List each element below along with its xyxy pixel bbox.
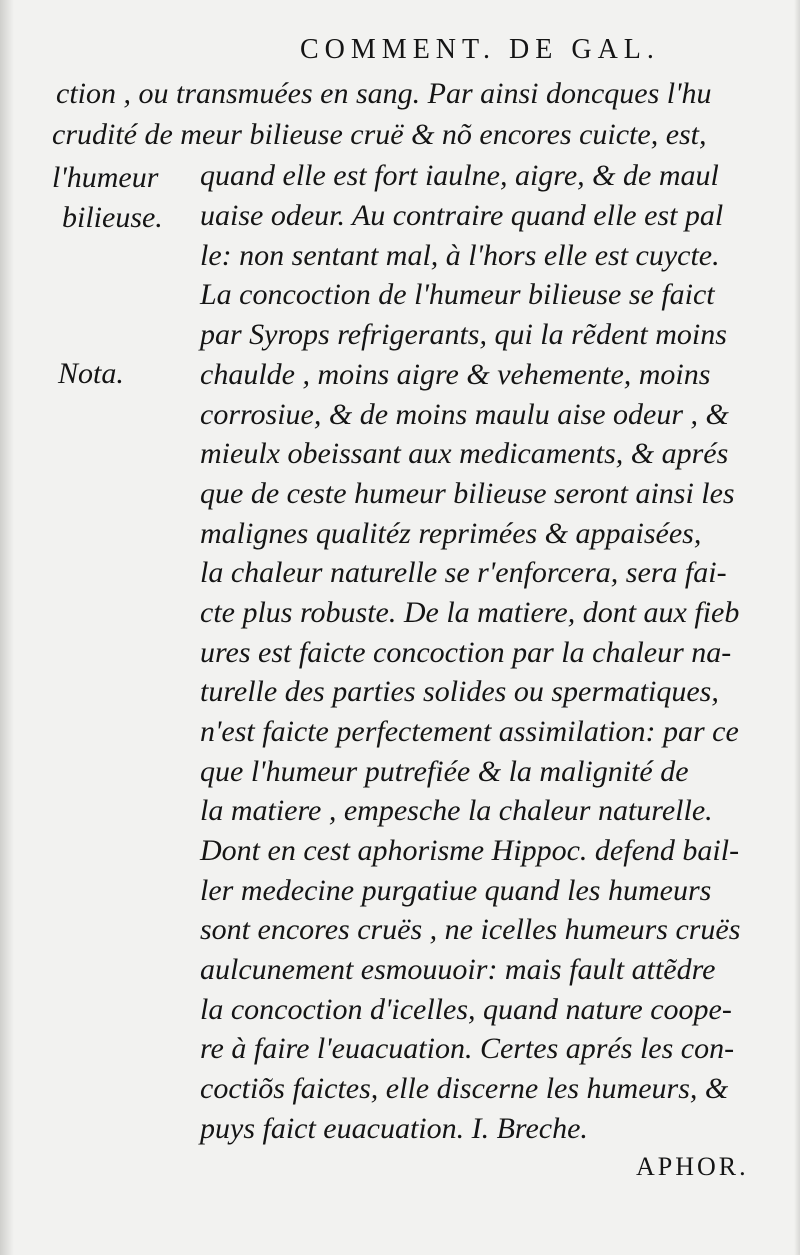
margin-note-nota: Nota. — [58, 357, 124, 390]
text-line: mieulx obeissant aux medicaments, & aprés — [200, 437, 729, 470]
text-line: la concoction d'icelles, quand nature coope- — [200, 993, 732, 1026]
text-line: chaulde , moins aigre & vehemente, moins — [200, 358, 711, 391]
text-line: que de ceste humeur bilieuse seront ainsi les — [200, 477, 735, 510]
text-line: La concoction de l'humeur bilieuse se faict — [200, 278, 715, 311]
text-line: coctiõs faictes, elle discerne les humeurs, & — [200, 1072, 729, 1105]
text-line: quand elle est fort iaulne, aigre, & de maul — [200, 159, 719, 192]
text-line: uaise odeur. Au contraire quand elle est pal — [200, 199, 724, 232]
text-line: n'est faicte perfectement assimilation: par ce — [200, 715, 739, 748]
text-line: la matiere , empesche la chaleur naturelle. — [200, 794, 713, 827]
gutter-shadow — [0, 0, 14, 1255]
text-line: crudité de meur bilieuse cruë & nõ encores cuicte, est, — [52, 118, 707, 151]
text-line: le: non sentant mal, à l'hors elle est cuycte. — [200, 239, 720, 272]
text-line: que l'humeur putrefiée & la malignité de — [200, 755, 689, 788]
text-line: Dont en cest aphorisme Hippoc. defend bail- — [200, 834, 740, 867]
edge-shadow — [794, 0, 800, 1255]
text-line: puys faict euacuation. I. Breche. — [200, 1112, 588, 1145]
text-line: aulcunement esmouuoir: mais fault attẽdre — [200, 953, 716, 986]
text-line: cte plus robuste. De la matiere, dont aux fieb — [200, 596, 740, 629]
text-line: ures est faicte concoction par la chaleur na- — [200, 636, 732, 669]
text-line: par Syrops refrigerants, qui la rẽdent moins — [200, 318, 727, 351]
text-line: sont encores cruës , ne icelles humeurs cruës — [200, 913, 741, 946]
text-line: turelle des parties solides ou spermatiques, — [200, 675, 719, 708]
text-line: la chaleur naturelle se r'enforcera, sera fai- — [200, 556, 727, 589]
running-head: COMMENT. DE GAL. — [300, 34, 660, 65]
text-line: corrosiue, & de moins maulu aise odeur , & — [200, 398, 729, 431]
text-line: re à faire l'euacuation. Certes aprés les con- — [200, 1032, 735, 1065]
margin-note-humeur: l'humeur — [52, 161, 159, 194]
margin-note-bilieuse: bilieuse. — [62, 201, 163, 234]
text-line: malignes qualitéz reprimées & appaisées, — [200, 517, 702, 550]
text-line: ler medecine purgatiue quand les humeurs — [200, 874, 712, 907]
text-line: ction , ou transmuées en sang. Par ainsi doncques l'hu — [56, 77, 712, 110]
catchword: APHOR. — [636, 1152, 749, 1181]
